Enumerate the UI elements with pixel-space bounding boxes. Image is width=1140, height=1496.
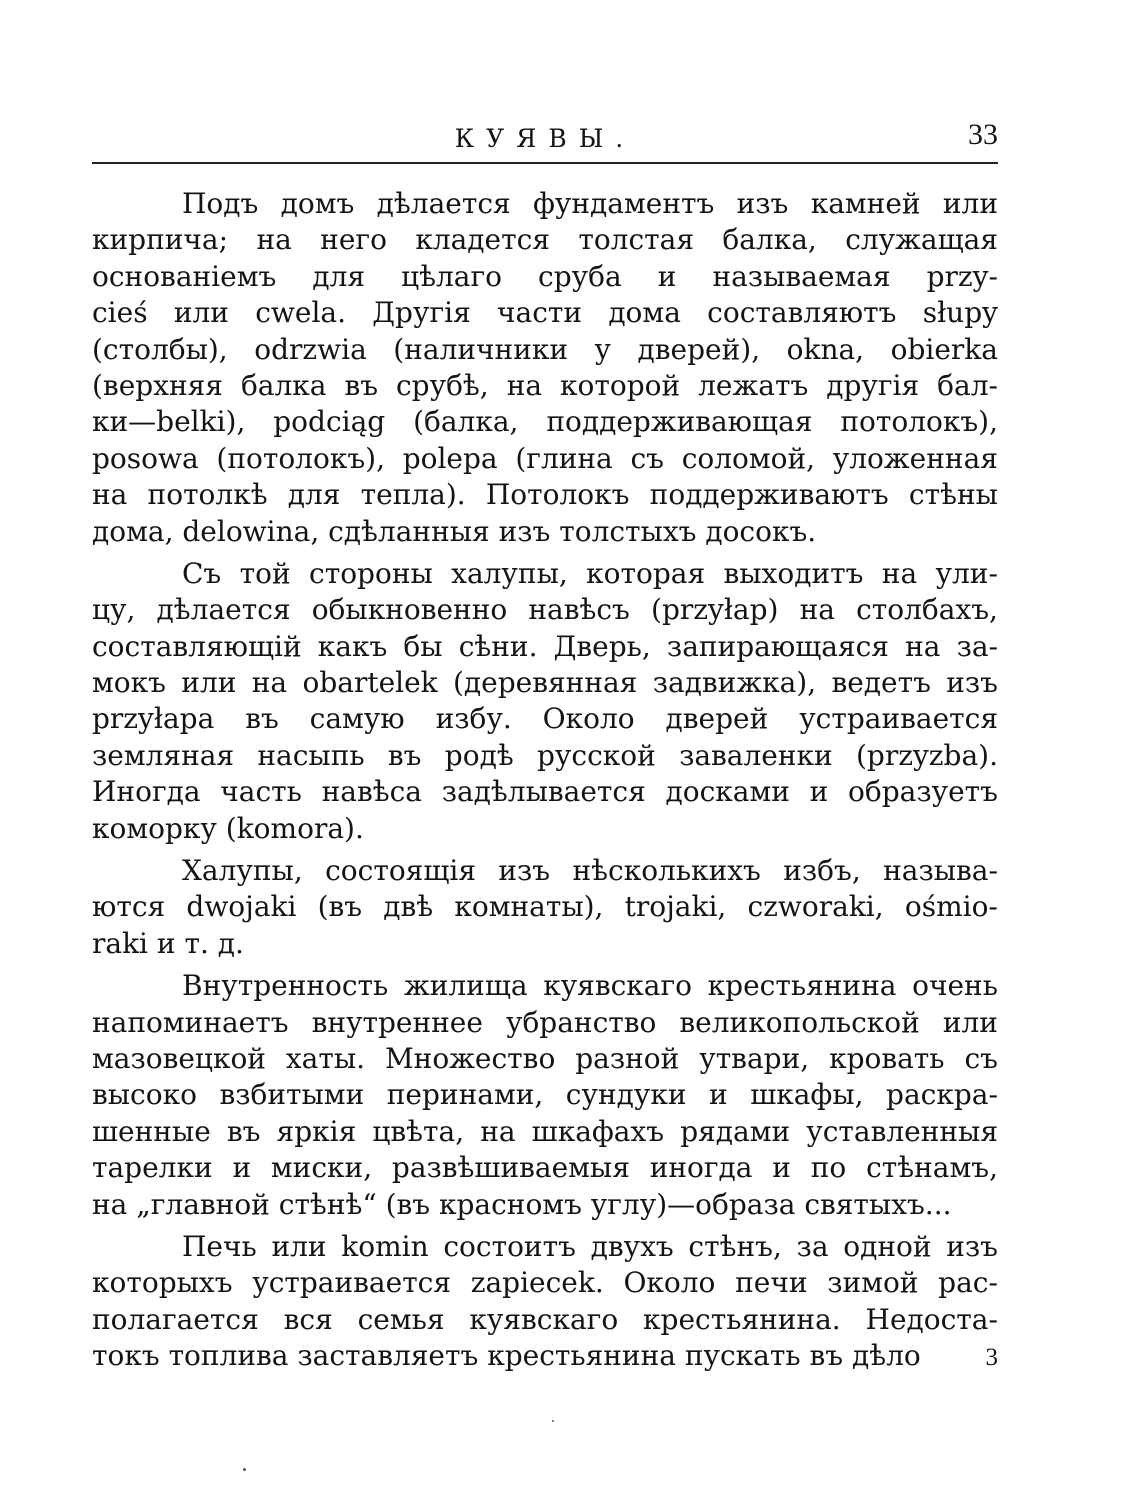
word: цѣлаго: [401, 259, 502, 293]
word: шенные: [92, 1114, 211, 1148]
word: съ: [964, 1041, 998, 1075]
text-line: [92, 889, 998, 925]
word: иногда: [649, 1151, 753, 1185]
word: раскра-: [886, 1078, 998, 1112]
word: сѣни.: [458, 629, 538, 663]
word: стѣнамъ,: [866, 1151, 998, 1185]
word: изъ: [946, 666, 998, 700]
word: кладется: [415, 223, 550, 257]
word: мокъ: [92, 666, 166, 700]
word: (наличники: [393, 332, 569, 366]
word: и: [709, 1078, 728, 1112]
word: камней: [810, 187, 921, 220]
word: цвѣта,: [372, 1114, 465, 1148]
word: цу,: [92, 593, 136, 627]
word: крестьянина: [707, 969, 897, 1003]
word: odrzwia: [254, 332, 367, 366]
word: (въ: [317, 890, 363, 924]
text-line: [92, 738, 998, 774]
text-line: [92, 222, 998, 258]
word: Иногда: [92, 775, 201, 809]
word: изъ: [736, 187, 789, 220]
word: przyłapa: [92, 702, 215, 736]
word: разной: [575, 1041, 680, 1075]
word: или: [942, 1005, 998, 1039]
word: очень: [912, 969, 998, 1003]
paragraph: [92, 556, 998, 847]
word: составляющій: [92, 629, 302, 663]
word: домъ: [280, 187, 355, 220]
word: запирающаяся: [666, 629, 889, 663]
word: халупы,: [451, 556, 568, 590]
word: или: [942, 187, 998, 220]
word: słupy: [922, 296, 998, 330]
word: тепла).: [360, 478, 466, 512]
word: (столбы),: [92, 332, 228, 366]
text-line: [92, 853, 998, 889]
word: устраивается: [252, 1266, 452, 1300]
word: толстая: [578, 223, 694, 257]
word: Другія: [372, 296, 471, 330]
word: въ: [344, 368, 379, 402]
word: крестьянина.: [643, 1302, 841, 1336]
word: него: [320, 223, 387, 257]
word: бы: [403, 629, 443, 663]
word: cwela.: [255, 296, 347, 330]
word: балка,: [722, 223, 817, 257]
text-line: [92, 1041, 998, 1077]
text-line: [92, 592, 998, 628]
word: на: [905, 629, 941, 663]
word: и: [809, 775, 829, 809]
word: за-: [956, 629, 998, 663]
word: Дверь,: [553, 629, 651, 663]
word: утвари,: [699, 1041, 810, 1075]
running-title: КУЯВЫ.: [454, 124, 636, 153]
word: какъ: [317, 629, 388, 663]
word: ведетъ: [831, 666, 931, 700]
word: въ: [226, 1114, 261, 1148]
word: зимой: [827, 1266, 919, 1300]
word: (потолокъ),: [216, 441, 385, 475]
word: той: [239, 556, 291, 590]
word: потолокъ),: [840, 405, 998, 439]
word: печи: [735, 1266, 808, 1300]
word: называемая: [712, 259, 891, 293]
word: мазовецкой: [92, 1041, 266, 1075]
word: земляная: [92, 738, 235, 772]
word: и: [772, 1151, 791, 1185]
word: дверей: [665, 702, 769, 736]
text-line: [92, 701, 998, 737]
text-line: [92, 1229, 998, 1265]
text-line: [92, 1005, 998, 1041]
word: кровать: [829, 1041, 945, 1075]
word: задѣлывается: [441, 775, 646, 809]
word: для: [312, 259, 366, 293]
text-line: [92, 332, 998, 368]
word: въ: [387, 738, 422, 772]
word: Около: [542, 702, 635, 736]
word: развѣшиваемыя: [391, 1151, 630, 1185]
word: избъ,: [783, 854, 861, 888]
body-text: [92, 186, 998, 1381]
word: состоящія: [325, 854, 476, 888]
word: выходитъ: [723, 556, 864, 590]
word: Съ: [182, 556, 222, 590]
text-line: raki и т. д.: [92, 926, 244, 960]
text-line: [92, 477, 998, 513]
word: перинами,: [386, 1078, 544, 1112]
word: за: [796, 1229, 829, 1263]
text-line: [92, 259, 998, 295]
word: шкафахъ: [531, 1114, 665, 1148]
word: соломой,: [681, 441, 816, 475]
page-number: 33: [968, 118, 998, 151]
word: изъ: [946, 1229, 998, 1263]
word: стѣны: [908, 478, 998, 512]
print-speck: [552, 1420, 554, 1422]
word: дѣлается: [156, 593, 291, 627]
word: дома: [608, 296, 681, 330]
word: лежатъ: [698, 368, 809, 402]
word: которой: [560, 368, 681, 402]
word: Множество: [384, 1041, 556, 1075]
word: рядами: [680, 1114, 791, 1148]
word: на: [251, 666, 288, 700]
word: вся: [283, 1302, 333, 1336]
word: родѣ: [444, 738, 514, 772]
word: przy-: [926, 259, 998, 293]
word: балка: [240, 368, 327, 402]
word: русской: [537, 738, 656, 772]
word: часть: [220, 775, 302, 809]
word: основаніемъ: [92, 259, 277, 293]
text-line: [92, 1302, 998, 1338]
word: служащая: [845, 223, 998, 257]
word: по: [810, 1151, 847, 1185]
word: dwojaki: [186, 890, 297, 924]
text-line: [92, 1150, 998, 1186]
word: поддерживаютъ: [649, 478, 889, 512]
text-line: [92, 404, 998, 440]
word: самую: [309, 702, 405, 736]
text-line: [92, 665, 998, 701]
word: Печь: [182, 1229, 257, 1263]
word: okna,: [786, 332, 865, 366]
word: Подъ: [182, 187, 259, 220]
word: поддерживающая: [546, 405, 813, 439]
word: избу.: [435, 702, 512, 736]
word: и: [657, 259, 677, 293]
word: которыхъ: [92, 1266, 233, 1300]
word: (верхняя: [92, 368, 223, 402]
word: бал-: [937, 368, 998, 402]
word: состоитъ: [443, 1229, 576, 1263]
word: уложенная: [832, 441, 998, 475]
word: высоко: [92, 1078, 197, 1112]
word: у: [594, 332, 612, 366]
word: куявскаго: [543, 969, 693, 1003]
word: устраивается: [799, 702, 998, 736]
word: задвижка),: [652, 666, 817, 700]
word: сундуки: [565, 1078, 687, 1112]
word: Халупы,: [182, 854, 303, 888]
text-line: коморку (komora).: [92, 811, 364, 845]
word: части: [497, 296, 583, 330]
text-line: [92, 368, 998, 404]
word: дверей),: [637, 332, 761, 366]
word: въ: [245, 702, 279, 736]
text-line: [92, 186, 998, 222]
word: составляютъ: [707, 296, 897, 330]
text-line: [92, 441, 998, 477]
text-line: [92, 295, 998, 331]
text-line: [92, 1077, 998, 1113]
word: или: [173, 296, 229, 330]
word: czworaki,: [747, 890, 884, 924]
word: ются: [92, 890, 166, 924]
word: trojaki,: [624, 890, 727, 924]
word: заваленки: [679, 738, 833, 772]
paragraph: [92, 968, 998, 1223]
word: (przyłap): [651, 593, 779, 627]
word: напоминаетъ: [92, 1005, 289, 1039]
word: рас-: [938, 1266, 998, 1300]
text-line: [92, 1114, 998, 1150]
word: двѣ: [383, 890, 434, 924]
word: komin: [341, 1229, 429, 1263]
word: полагается: [92, 1302, 259, 1336]
print-speck: [243, 1468, 246, 1471]
word: досками: [665, 775, 790, 809]
word: съ: [630, 441, 664, 475]
word: cieś: [92, 296, 148, 330]
word: жилища: [403, 969, 528, 1003]
paragraph: [92, 186, 998, 550]
word: на: [256, 223, 292, 257]
word: называ-: [883, 854, 998, 888]
word: потолкѣ: [147, 478, 268, 512]
text-line: [92, 774, 998, 810]
word: дѣлается: [376, 187, 511, 220]
text-line: дома, delowina, сдѣланныя изъ толстыхъ досокъ.: [92, 514, 817, 548]
word: миски,: [270, 1151, 373, 1185]
word: изъ: [498, 854, 551, 888]
signature-mark: 3: [985, 1344, 998, 1371]
word: polepa: [402, 441, 498, 475]
word: внутреннее: [311, 1005, 483, 1039]
word: стѣнъ,: [688, 1229, 782, 1263]
word: obartelek: [302, 666, 438, 700]
word: Потолокъ: [485, 478, 630, 512]
word: великопольской: [679, 1005, 920, 1039]
word: сруба: [538, 259, 622, 293]
word: ули-: [935, 556, 998, 590]
word: Внутренность: [182, 969, 389, 1003]
word: на: [881, 556, 918, 590]
text-line: [92, 629, 998, 665]
word: одной: [843, 1229, 932, 1263]
word: и: [232, 1151, 252, 1185]
text-line: токъ топлива заставляетъ крестьянина пускать въ дѣло: [92, 1339, 921, 1373]
word: которая: [586, 556, 706, 590]
word: на: [506, 368, 543, 402]
word: насыпь: [257, 738, 365, 772]
word: Недоста-: [865, 1302, 998, 1336]
word: на: [799, 593, 835, 627]
word: двухъ: [590, 1229, 674, 1263]
text-line: [92, 556, 998, 592]
word: для: [287, 478, 341, 512]
word: на: [92, 478, 128, 512]
word: (przyzba).: [855, 738, 998, 772]
word: взбитыми: [219, 1078, 365, 1112]
word: ośmio-: [904, 890, 998, 924]
word: семья: [357, 1302, 445, 1336]
running-header: [92, 118, 998, 164]
word: срубѣ,: [395, 368, 489, 402]
word: фундаментъ: [533, 187, 715, 220]
word: тарелки: [92, 1151, 213, 1185]
text-line: на „главной стѣнѣ“ (въ красномъ углу)—образа святыхъ...: [92, 1187, 952, 1221]
word: ки—belki),: [92, 405, 246, 439]
word: убранство: [505, 1005, 657, 1039]
word: podciąg: [273, 405, 386, 439]
word: или: [181, 666, 237, 700]
word: (балка,: [413, 405, 519, 439]
word: уставленныя: [806, 1114, 998, 1148]
word: posowa: [92, 441, 199, 475]
word: шкафы,: [750, 1078, 864, 1112]
word: стороны: [309, 556, 433, 590]
paragraph: [92, 853, 998, 962]
word: куявскаго: [469, 1302, 619, 1336]
word: комнаты),: [454, 890, 604, 924]
word: яркія: [276, 1114, 357, 1148]
word: обыкновенно: [311, 593, 508, 627]
word: навѣса: [321, 775, 422, 809]
word: другія: [826, 368, 920, 402]
word: столбахъ,: [856, 593, 998, 627]
word: хаты.: [285, 1041, 366, 1075]
word: obierka: [890, 332, 998, 366]
text-line: [92, 1265, 998, 1301]
text-line: [92, 968, 998, 1004]
word: кирпича;: [92, 223, 229, 257]
paragraph: [92, 1229, 998, 1375]
word: навѣсъ: [528, 593, 630, 627]
word: zapiecek.: [470, 1266, 604, 1300]
word: образуетъ: [848, 775, 998, 809]
word: (деревянная: [453, 666, 638, 700]
word: или: [271, 1229, 327, 1263]
word: на: [480, 1114, 516, 1148]
word: нѣсколькихъ: [572, 854, 761, 888]
word: (глина: [515, 441, 613, 475]
word: Около: [623, 1266, 716, 1300]
